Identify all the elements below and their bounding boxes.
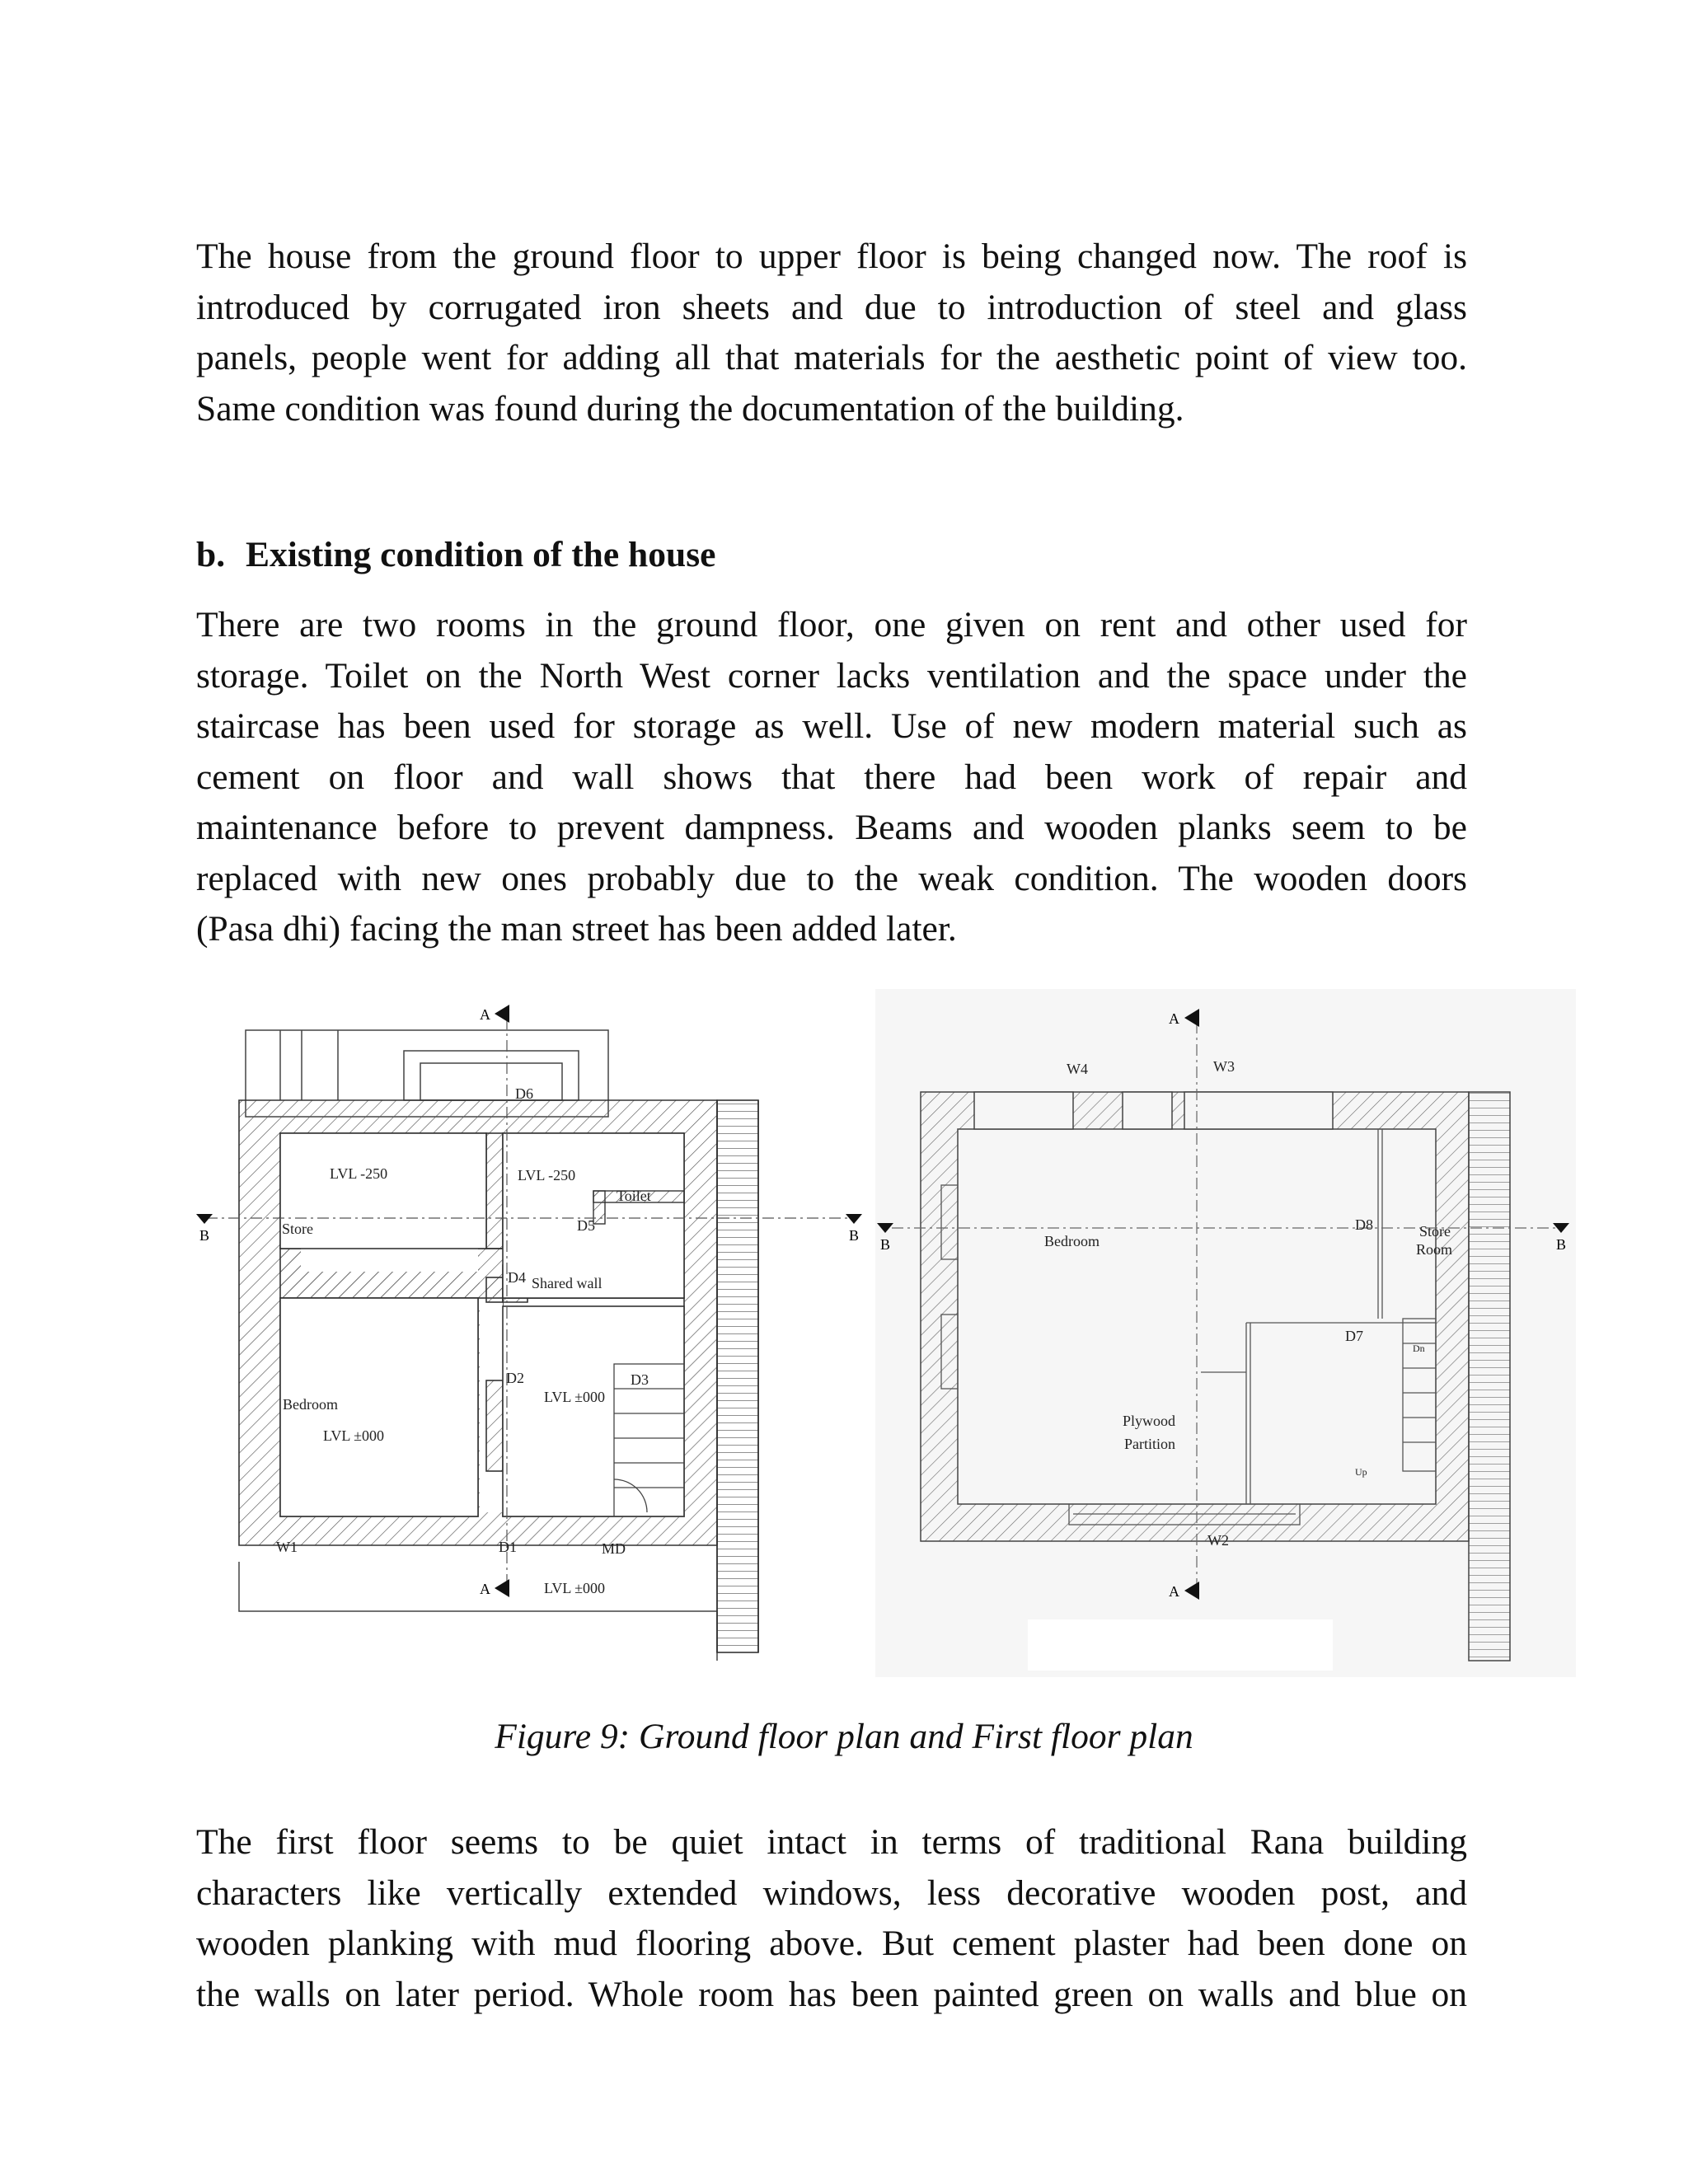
- text-line: (Pasa dhi) facing the man street has been added later.: [196, 909, 957, 949]
- label-d3: D3: [631, 1371, 649, 1388]
- label-d6: D6: [515, 1085, 533, 1102]
- label-lvl-center: LVL ±000: [544, 1389, 606, 1405]
- label-d2: D2: [506, 1370, 524, 1386]
- label-plywood-1: Plywood: [1123, 1413, 1176, 1429]
- label-store-room-2: Room: [1416, 1241, 1453, 1258]
- label-store-room-1: Store: [1419, 1223, 1451, 1240]
- label-lvl-bedroom: LVL ±000: [323, 1427, 385, 1444]
- section-a-bottom: A: [1169, 1583, 1179, 1600]
- text-line: the walls on later period. Whole room has been painted green on walls and blue on: [196, 1974, 1467, 2014]
- text-line: wooden planking with mud flooring above. But cement plaster had been done on: [196, 1924, 1467, 1963]
- section-a-top: A: [1169, 1010, 1179, 1027]
- existing-condition-paragraph: [196, 600, 1467, 955]
- text-line: The first floor seems to be quiet intact in terms of traditional Rana building: [196, 1822, 1467, 1862]
- label-d8: D8: [1355, 1216, 1373, 1233]
- label-d7: D7: [1345, 1328, 1363, 1344]
- text-line: introduced by corrugated iron sheets and due to introduction of steel and glass: [196, 287, 1467, 327]
- label-w4: W4: [1067, 1061, 1088, 1077]
- label-w2: W2: [1207, 1532, 1229, 1549]
- label-md: MD: [602, 1540, 626, 1557]
- text-line: staircase has been used for storage as well. Use of new modern material such as: [196, 706, 1467, 746]
- ground-floor-plan: [190, 985, 865, 1669]
- text-line: cement on floor and wall shows that there had been work of repair and: [196, 757, 1467, 797]
- label-bedroom: Bedroom: [1044, 1233, 1100, 1249]
- section-a-top: A: [480, 1006, 490, 1023]
- section-b-left: B: [880, 1236, 891, 1253]
- label-plywood-2: Partition: [1124, 1436, 1175, 1452]
- text-line: maintenance before to prevent dampness. Beams and wooden planks seem to be: [196, 808, 1467, 847]
- section-b-right: B: [1556, 1236, 1567, 1253]
- text-line: Same condition was found during the documentation of the building.: [196, 388, 1184, 429]
- label-toilet: Toilet: [617, 1188, 651, 1204]
- label-lvl-toilet-room: LVL -250: [518, 1167, 576, 1183]
- label-d4: D4: [508, 1269, 526, 1286]
- text-line: The house from the ground floor to upper floor is being changed now. The roof is: [196, 237, 1467, 276]
- section-number: b.: [196, 535, 226, 574]
- section-a-bottom: A: [480, 1581, 490, 1597]
- intro-paragraph: [196, 232, 1467, 434]
- text-line: There are two rooms in the ground floor, one given on rent and other used for: [196, 605, 1467, 644]
- label-d5: D5: [577, 1217, 595, 1234]
- label-store: Store: [282, 1221, 313, 1237]
- first-floor-plan: [875, 989, 1576, 1677]
- label-lvl-store: LVL -250: [330, 1165, 388, 1182]
- label-bedroom: Bedroom: [283, 1396, 338, 1413]
- text-line: replaced with new ones probably due to the weak condition. The wooden doors: [196, 858, 1467, 898]
- text-line: characters like vertically extended windows, less decorative wooden post, and: [196, 1872, 1467, 1913]
- section-title: Existing condition of the house: [246, 535, 716, 574]
- label-dn: Dn: [1413, 1343, 1425, 1354]
- label-w1: W1: [276, 1539, 298, 1555]
- text-line: storage. Toilet on the North West corner lacks ventilation and the space under the: [196, 655, 1467, 696]
- section-b-left: B: [199, 1227, 210, 1244]
- text-line: panels, people went for adding all that materials for the aesthetic point of view too.: [196, 338, 1467, 377]
- section-heading: [196, 534, 715, 575]
- figure-caption: Figure 9: Ground floor plan and First floor plan: [495, 1717, 1193, 1756]
- label-up: Up: [1355, 1466, 1367, 1478]
- label-d1: D1: [499, 1539, 517, 1555]
- section-b-right: B: [849, 1227, 860, 1244]
- first-floor-paragraph: [196, 1817, 1467, 2020]
- label-lvl-street: LVL ±000: [544, 1580, 606, 1596]
- label-shared-wall: Shared wall: [532, 1275, 603, 1291]
- label-w3: W3: [1213, 1058, 1235, 1075]
